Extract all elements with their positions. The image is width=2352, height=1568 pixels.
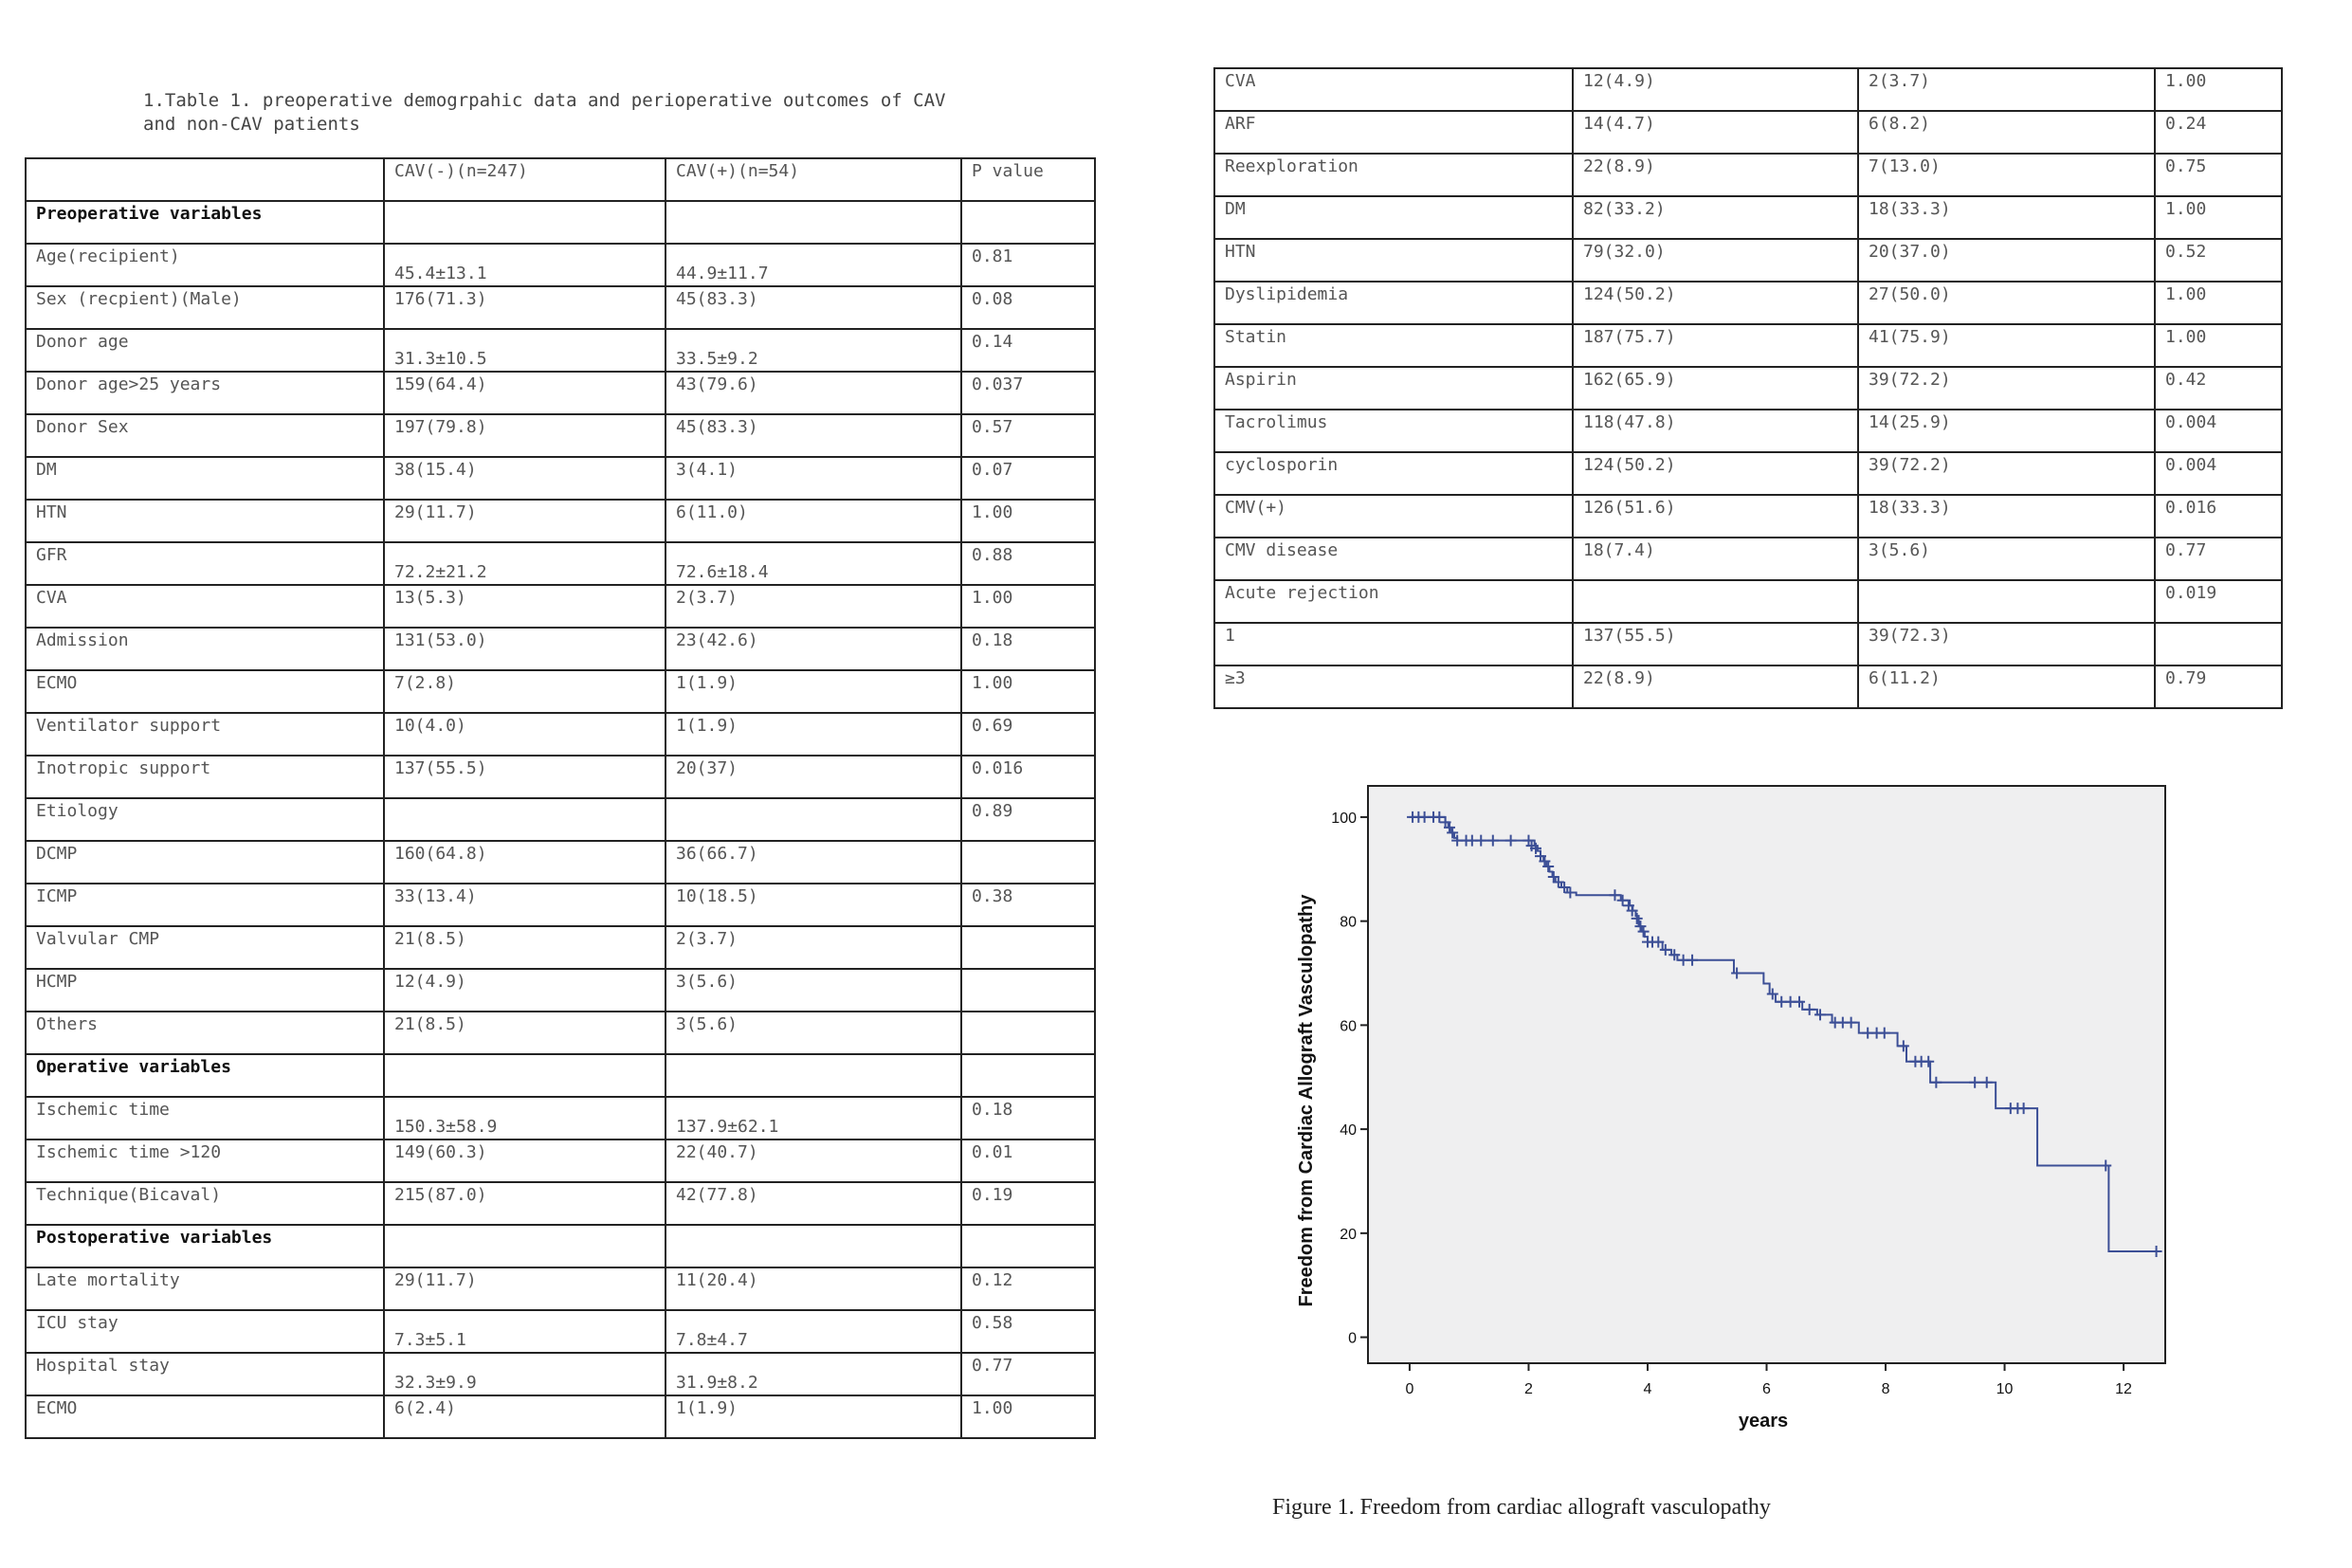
cav-neg-cell [384,1225,665,1267]
row-label-cva: CVA [26,585,384,628]
p-value-cell: 0.77 [961,1353,1095,1395]
cav-neg-cell: 215(87.0) [384,1182,665,1225]
y-tick-label: 60 [1340,1018,1357,1035]
cav-pos-cell: 23(42.6) [665,628,961,670]
x-tick-label: 10 [1996,1381,2014,1397]
cav-pos-cell: 39(72.3) [1858,623,2155,665]
cav-pos-cell: 3(5.6) [665,969,961,1012]
table-row [26,542,1095,585]
cav-pos-cell: 3(5.6) [1858,538,2155,580]
x-tick-label: 2 [1524,1381,1533,1397]
table-row [1214,282,2282,324]
row-label-age-recipient: Age(recipient) [26,244,384,286]
x-tick-label: 0 [1405,1381,1414,1397]
cav-neg-cell: 126(51.6) [1573,495,1858,538]
row-label-late-mortality: Late mortality [26,1267,384,1310]
row-label-sex-recpient-male: Sex (recpient)(Male) [26,286,384,329]
cav-neg-cell [384,201,665,244]
row-label-cva: CVA [1214,68,1573,111]
row-label-tacrolimus: Tacrolimus [1214,410,1573,452]
table-row [26,286,1095,329]
cav-neg-cell: 6(2.4) [384,1395,665,1438]
table-row [26,670,1095,713]
cav-neg-cell: 22(8.9) [1573,665,1858,708]
cav-pos-cell: 33.5±9.2 [665,329,961,372]
table-row [1214,580,2282,623]
section-row [26,201,1095,244]
cav-pos-cell: 18(33.3) [1858,196,2155,239]
cav-pos-cell: 44.9±11.7 [665,244,961,286]
section-row [26,1225,1095,1267]
table-row [26,756,1095,798]
p-value-cell: 0.18 [961,1097,1095,1140]
table-row [26,1097,1095,1140]
cav-neg-cell: 150.3±58.9 [384,1097,665,1140]
cav-neg-cell: 131(53.0) [384,628,665,670]
p-value-cell: 0.88 [961,542,1095,585]
table-row [26,969,1095,1012]
row-label-reexploration: Reexploration [1214,154,1573,196]
table-row [1214,154,2282,196]
cav-pos-cell: 18(33.3) [1858,495,2155,538]
cav-pos-cell: 6(11.2) [1858,665,2155,708]
cav-neg-cell: 82(33.2) [1573,196,1858,239]
cav-neg-cell: 72.2±21.2 [384,542,665,585]
row-label-donor-age-25-years: Donor age>25 years [26,372,384,414]
table-row [26,244,1095,286]
cav-neg-cell: 38(15.4) [384,457,665,500]
row-label-ventilator-support: Ventilator support [26,713,384,756]
cav-neg-cell: 29(11.7) [384,1267,665,1310]
row-label-technique-bicaval: Technique(Bicaval) [26,1182,384,1225]
x-tick-label: 8 [1881,1381,1890,1397]
cav-pos-cell: 31.9±8.2 [665,1353,961,1395]
p-value-cell: 0.69 [961,713,1095,756]
table-row [26,500,1095,542]
cav-pos-cell: 14(25.9) [1858,410,2155,452]
cav-neg-cell: 162(65.9) [1573,367,1858,410]
table1-caption: 1.Table 1. preoperative demogrpahic data and perioperative outcomes of CAV and non-CAV patients [143,90,946,135]
p-value-cell: 0.42 [2155,367,2282,410]
table-row [26,1140,1095,1182]
row-label-dcmp: DCMP [26,841,384,884]
x-tick-label: 4 [1643,1381,1652,1397]
cav-neg-cell: 124(50.2) [1573,282,1858,324]
cav-neg-cell: 32.3±9.9 [384,1353,665,1395]
table-row [26,585,1095,628]
table-row [26,372,1095,414]
row-label-ischemic-time: Ischemic time [26,1097,384,1140]
p-value-cell [961,1225,1095,1267]
row-label-3: ≥3 [1214,665,1573,708]
row-label-icu-stay: ICU stay [26,1310,384,1353]
p-value-cell: 0.52 [2155,239,2282,282]
row-label-valvular-cmp: Valvular CMP [26,926,384,969]
header-cell [26,158,384,201]
cav-pos-cell: 45(83.3) [665,286,961,329]
demographic-outcomes-table [25,157,1096,1439]
table-row [1214,68,2282,111]
cav-pos-cell: 1(1.9) [665,1395,961,1438]
p-value-cell: 0.75 [2155,154,2282,196]
cav-pos-cell: 137.9±62.1 [665,1097,961,1140]
row-label-cmv: CMV(+) [1214,495,1573,538]
cav-pos-cell: 2(3.7) [665,585,961,628]
table-row [26,884,1095,926]
row-label-inotropic-support: Inotropic support [26,756,384,798]
cav-pos-cell: 43(79.6) [665,372,961,414]
cav-pos-cell: 3(5.6) [665,1012,961,1054]
row-label-dm: DM [26,457,384,500]
cav-pos-cell: 1(1.9) [665,670,961,713]
p-value-cell: 0.81 [961,244,1095,286]
row-label-operative-variables: Operative variables [26,1054,384,1097]
outcomes-table-continued [1213,67,2283,709]
cav-neg-cell: 12(4.9) [384,969,665,1012]
cav-pos-cell: 6(11.0) [665,500,961,542]
y-axis-label: Freedom from Cardiac Allograft Vasculopathy [1296,894,1317,1307]
p-value-cell: 0.016 [2155,495,2282,538]
row-label-ecmo: ECMO [26,670,384,713]
p-value-cell [2155,623,2282,665]
row-label-ischemic-time-120: Ischemic time >120 [26,1140,384,1182]
cav-neg-cell: 160(64.8) [384,841,665,884]
p-value-cell: 0.08 [961,286,1095,329]
row-label-htn: HTN [26,500,384,542]
table-row [1214,538,2282,580]
cav-pos-cell: 3(4.1) [665,457,961,500]
cav-neg-cell: 21(8.5) [384,1012,665,1054]
cav-pos-cell: 36(66.7) [665,841,961,884]
p-value-cell [961,1054,1095,1097]
cav-neg-cell: 79(32.0) [1573,239,1858,282]
p-value-cell: 1.00 [2155,196,2282,239]
cav-pos-cell: 41(75.9) [1858,324,2155,367]
cav-pos-cell: 2(3.7) [665,926,961,969]
cav-pos-cell [665,798,961,841]
cav-neg-cell: 7(2.8) [384,670,665,713]
row-label-dm: DM [1214,196,1573,239]
p-value-cell: 1.00 [961,1395,1095,1438]
cav-pos-cell: 1(1.9) [665,713,961,756]
row-label-ecmo: ECMO [26,1395,384,1438]
row-label-icmp: ICMP [26,884,384,926]
p-value-cell: 0.037 [961,372,1095,414]
y-tick-label: 100 [1331,810,1357,827]
table-row [26,1353,1095,1395]
section-row [26,1054,1095,1097]
table-row [1214,495,2282,538]
p-value-cell: 0.016 [961,756,1095,798]
cav-neg-cell: 18(7.4) [1573,538,1858,580]
table-row [1214,410,2282,452]
table-row [26,1395,1095,1438]
table-row [26,926,1095,969]
row-label-admission: Admission [26,628,384,670]
row-label-preoperative-variables: Preoperative variables [26,201,384,244]
x-tick-label: 6 [1762,1381,1771,1397]
cav-neg-cell [384,798,665,841]
row-label-donor-sex: Donor Sex [26,414,384,457]
table-row [1214,367,2282,410]
header-cell: P value [961,158,1095,201]
table-row [1214,239,2282,282]
cav-neg-cell: 137(55.5) [1573,623,1858,665]
cav-neg-cell: 187(75.7) [1573,324,1858,367]
table-row [26,628,1095,670]
cav-neg-cell: 118(47.8) [1573,410,1858,452]
p-value-cell: 0.01 [961,1140,1095,1182]
x-axis [1405,1363,2132,1397]
p-value-cell: 0.019 [2155,580,2282,623]
p-value-cell: 0.14 [961,329,1095,372]
kaplan-meier-chart [1285,773,2185,1455]
p-value-cell: 0.58 [961,1310,1095,1353]
row-label-cmv-disease: CMV disease [1214,538,1573,580]
row-label-dyslipidemia: Dyslipidemia [1214,282,1573,324]
cav-pos-cell [665,201,961,244]
p-value-cell: 1.00 [2155,68,2282,111]
p-value-cell: 0.79 [2155,665,2282,708]
table-row [26,457,1095,500]
cav-pos-cell: 10(18.5) [665,884,961,926]
table-row [1214,623,2282,665]
p-value-cell: 1.00 [2155,324,2282,367]
cav-pos-cell [665,1054,961,1097]
table-row [1214,196,2282,239]
cav-pos-cell: 20(37.0) [1858,239,2155,282]
cav-pos-cell: 11(20.4) [665,1267,961,1310]
cav-pos-cell: 7(13.0) [1858,154,2155,196]
row-label-arf: ARF [1214,111,1573,154]
cav-pos-cell [665,1225,961,1267]
p-value-cell [961,969,1095,1012]
cav-neg-cell: 124(50.2) [1573,452,1858,495]
table-row [26,841,1095,884]
p-value-cell: 0.12 [961,1267,1095,1310]
cav-neg-cell: 21(8.5) [384,926,665,969]
p-value-cell [961,201,1095,244]
row-label-etiology: Etiology [26,798,384,841]
p-value-cell: 0.004 [2155,452,2282,495]
table-row [26,1267,1095,1310]
p-value-cell: 0.57 [961,414,1095,457]
header-cell: CAV(+)(n=54) [665,158,961,201]
figure-caption: Figure 1. Freedom from cardiac allograft vasculopathy [1272,1495,1771,1520]
p-value-cell: 0.24 [2155,111,2282,154]
p-value-cell: 1.00 [2155,282,2282,324]
p-value-cell: 0.004 [2155,410,2282,452]
cav-pos-cell: 39(72.2) [1858,367,2155,410]
p-value-cell: 0.18 [961,628,1095,670]
row-label-donor-age: Donor age [26,329,384,372]
cav-neg-cell: 14(4.7) [1573,111,1858,154]
cav-neg-cell: 176(71.3) [384,286,665,329]
row-label-statin: Statin [1214,324,1573,367]
table-row [26,1310,1095,1353]
table-row [1214,324,2282,367]
cav-neg-cell: 159(64.4) [384,372,665,414]
row-label-hospital-stay: Hospital stay [26,1353,384,1395]
cav-neg-cell: 33(13.4) [384,884,665,926]
y-tick-label: 20 [1340,1226,1357,1243]
x-axis-label: years [1738,1411,1789,1431]
table-row [26,1012,1095,1054]
cav-neg-cell: 29(11.7) [384,500,665,542]
cav-pos-cell: 7.8±4.7 [665,1310,961,1353]
row-label-aspirin: Aspirin [1214,367,1573,410]
cav-pos-cell: 27(50.0) [1858,282,2155,324]
cav-neg-cell: 10(4.0) [384,713,665,756]
table-row [26,414,1095,457]
row-label-postoperative-variables: Postoperative variables [26,1225,384,1267]
p-value-cell [961,926,1095,969]
row-label-hcmp: HCMP [26,969,384,1012]
p-value-cell: 0.07 [961,457,1095,500]
p-value-cell: 1.00 [961,585,1095,628]
cav-neg-cell [1573,580,1858,623]
cav-pos-cell: 45(83.3) [665,414,961,457]
cav-pos-cell: 6(8.2) [1858,111,2155,154]
cav-neg-cell [384,1054,665,1097]
header-cell: CAV(-)(n=247) [384,158,665,201]
row-label-1: 1 [1214,623,1573,665]
y-axis [1331,811,1368,1347]
row-label-acute-rejection: Acute rejection [1214,580,1573,623]
row-label-others: Others [26,1012,384,1054]
table-row [26,713,1095,756]
cav-neg-cell: 31.3±10.5 [384,329,665,372]
table-row [26,329,1095,372]
p-value-cell: 1.00 [961,670,1095,713]
table-row [1214,665,2282,708]
y-tick-label: 0 [1348,1330,1357,1347]
p-value-cell: 1.00 [961,500,1095,542]
y-tick-label: 40 [1340,1122,1357,1140]
table-row [1214,111,2282,154]
plot-area [1368,786,2165,1363]
cav-neg-cell: 137(55.5) [384,756,665,798]
p-value-cell: 0.38 [961,884,1095,926]
cav-neg-cell: 197(79.8) [384,414,665,457]
cav-neg-cell: 45.4±13.1 [384,244,665,286]
cav-neg-cell: 149(60.3) [384,1140,665,1182]
cav-pos-cell: 20(37) [665,756,961,798]
cav-neg-cell: 13(5.3) [384,585,665,628]
p-value-cell: 0.19 [961,1182,1095,1225]
row-label-cyclosporin: cyclosporin [1214,452,1573,495]
p-value-cell: 0.77 [2155,538,2282,580]
x-tick-label: 12 [2115,1381,2132,1397]
table-row [1214,452,2282,495]
p-value-cell [961,841,1095,884]
row-label-htn: HTN [1214,239,1573,282]
cav-neg-cell: 22(8.9) [1573,154,1858,196]
y-tick-label: 80 [1340,914,1357,931]
cav-neg-cell: 7.3±5.1 [384,1310,665,1353]
table-row [26,798,1095,841]
row-label-gfr: GFR [26,542,384,585]
p-value-cell [961,1012,1095,1054]
cav-pos-cell: 2(3.7) [1858,68,2155,111]
cav-pos-cell [1858,580,2155,623]
table-row [26,1182,1095,1225]
table-header-row [26,158,1095,201]
cav-pos-cell: 42(77.8) [665,1182,961,1225]
cav-pos-cell: 22(40.7) [665,1140,961,1182]
cav-pos-cell: 72.6±18.4 [665,542,961,585]
cav-pos-cell: 39(72.2) [1858,452,2155,495]
p-value-cell: 0.89 [961,798,1095,841]
cav-neg-cell: 12(4.9) [1573,68,1858,111]
